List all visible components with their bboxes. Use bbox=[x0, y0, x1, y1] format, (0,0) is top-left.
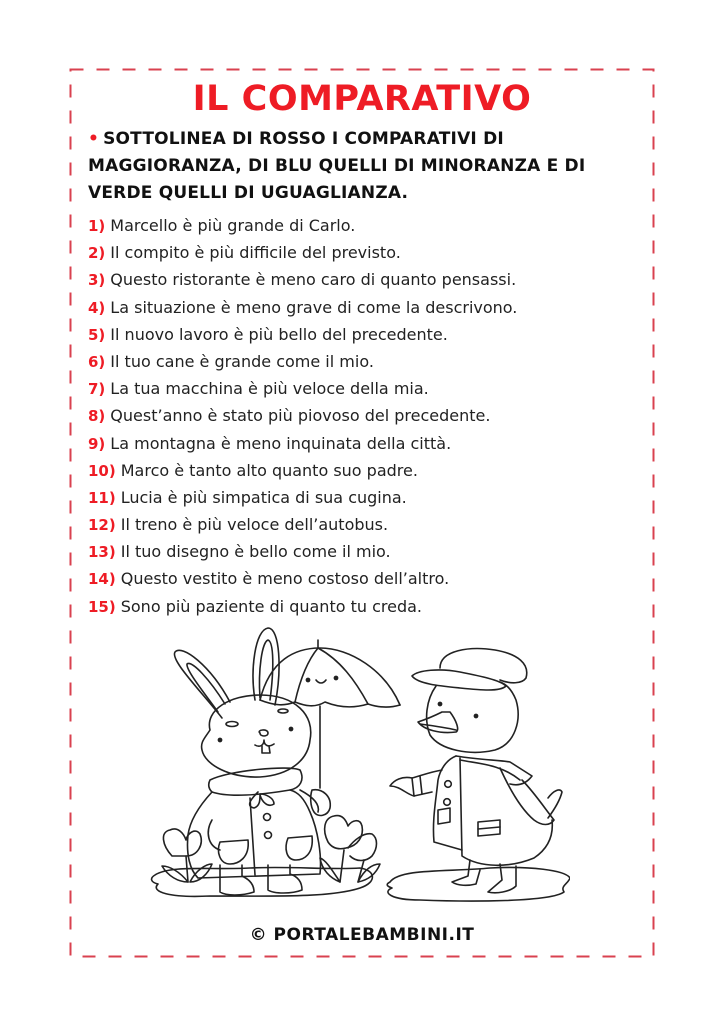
exercise-sentence: Marcello è più grande di Carlo. bbox=[110, 216, 356, 235]
exercise-number: 9) bbox=[88, 434, 106, 453]
exercise-item bbox=[88, 212, 648, 239]
exercise-number: 6) bbox=[88, 352, 106, 371]
exercise-sentence: Marco è tanto alto quanto suo padre. bbox=[120, 460, 418, 480]
exercise-number: 15) bbox=[88, 597, 116, 616]
exercise-number: 1) bbox=[88, 217, 106, 235]
duck-icon bbox=[390, 649, 562, 893]
exercise-number: 3) bbox=[88, 271, 106, 290]
exercise-item bbox=[88, 294, 648, 321]
exercise-item bbox=[88, 321, 648, 348]
exercise-sentence: Quest’anno è stato più piovoso del precedente. bbox=[110, 406, 491, 426]
umbrella-icon bbox=[260, 640, 400, 788]
exercise-item bbox=[88, 457, 648, 484]
exercise-number: 4) bbox=[88, 298, 106, 317]
exercise-item bbox=[88, 511, 648, 538]
exercise-item bbox=[88, 565, 648, 592]
exercise-number: 5) bbox=[88, 325, 106, 344]
exercise-sentence: Sono più paziente di quanto tu creda. bbox=[120, 596, 423, 616]
coloring-illustration bbox=[150, 620, 570, 910]
exercise-number: 8) bbox=[88, 407, 106, 426]
exercise-sentence: Il compito è più difficile del previsto. bbox=[110, 243, 401, 263]
copyright-footer: © PORTALEBAMBINI.IT bbox=[249, 925, 475, 945]
exercise-sentence: Lucia è più simpatica di sua cugina. bbox=[120, 487, 407, 507]
exercise-item bbox=[88, 266, 648, 293]
exercise-sentence: La situazione è meno grave di come la descrivono. bbox=[110, 297, 518, 317]
exercise-list bbox=[88, 212, 648, 620]
exercise-item bbox=[88, 402, 648, 429]
exercise-item bbox=[88, 484, 648, 511]
exercise-item bbox=[88, 348, 648, 375]
bullet-icon: • bbox=[88, 129, 100, 149]
instruction-text bbox=[88, 126, 628, 207]
exercise-number: 14) bbox=[88, 570, 116, 589]
bunny-icon bbox=[174, 628, 330, 895]
exercise-number: 11) bbox=[88, 488, 116, 507]
exercise-sentence: Questo vestito è meno costoso dell’altro. bbox=[120, 569, 450, 589]
tulip-left-icon bbox=[162, 829, 212, 882]
exercise-item bbox=[88, 538, 648, 565]
exercise-sentence: Il tuo disegno è bello come il mio. bbox=[120, 542, 391, 562]
exercise-number: 12) bbox=[88, 516, 116, 535]
exercise-item bbox=[88, 430, 648, 457]
exercise-sentence: Questo ristorante è meno caro di quanto pensassi. bbox=[110, 270, 517, 290]
instruction-label: SOTTOLINEA DI ROSSO I COMPARATIVI DI MAGGIORANZA, DI BLU QUELLI DI MINORANZA E DI VERDE QUELLI DI UGUAGLIANZA. bbox=[88, 129, 586, 203]
page-title: IL COMPARATIVO bbox=[192, 79, 532, 119]
exercise-item bbox=[88, 375, 648, 402]
exercise-item bbox=[88, 239, 648, 266]
exercise-item bbox=[88, 593, 648, 620]
exercise-sentence: La montagna è meno inquinata della città. bbox=[110, 433, 452, 453]
exercise-number: 2) bbox=[88, 244, 106, 263]
exercise-sentence: La tua macchina è più veloce della mia. bbox=[110, 379, 429, 399]
exercise-sentence: Il tuo cane è grande come il mio. bbox=[110, 351, 374, 371]
exercise-number: 13) bbox=[88, 543, 116, 562]
exercise-number: 10) bbox=[88, 461, 116, 480]
exercise-sentence: Il treno è più veloce dell’autobus. bbox=[120, 515, 389, 535]
exercise-sentence: Il nuovo lavoro è più bello del precedente. bbox=[110, 324, 448, 344]
exercise-number: 7) bbox=[88, 380, 106, 399]
